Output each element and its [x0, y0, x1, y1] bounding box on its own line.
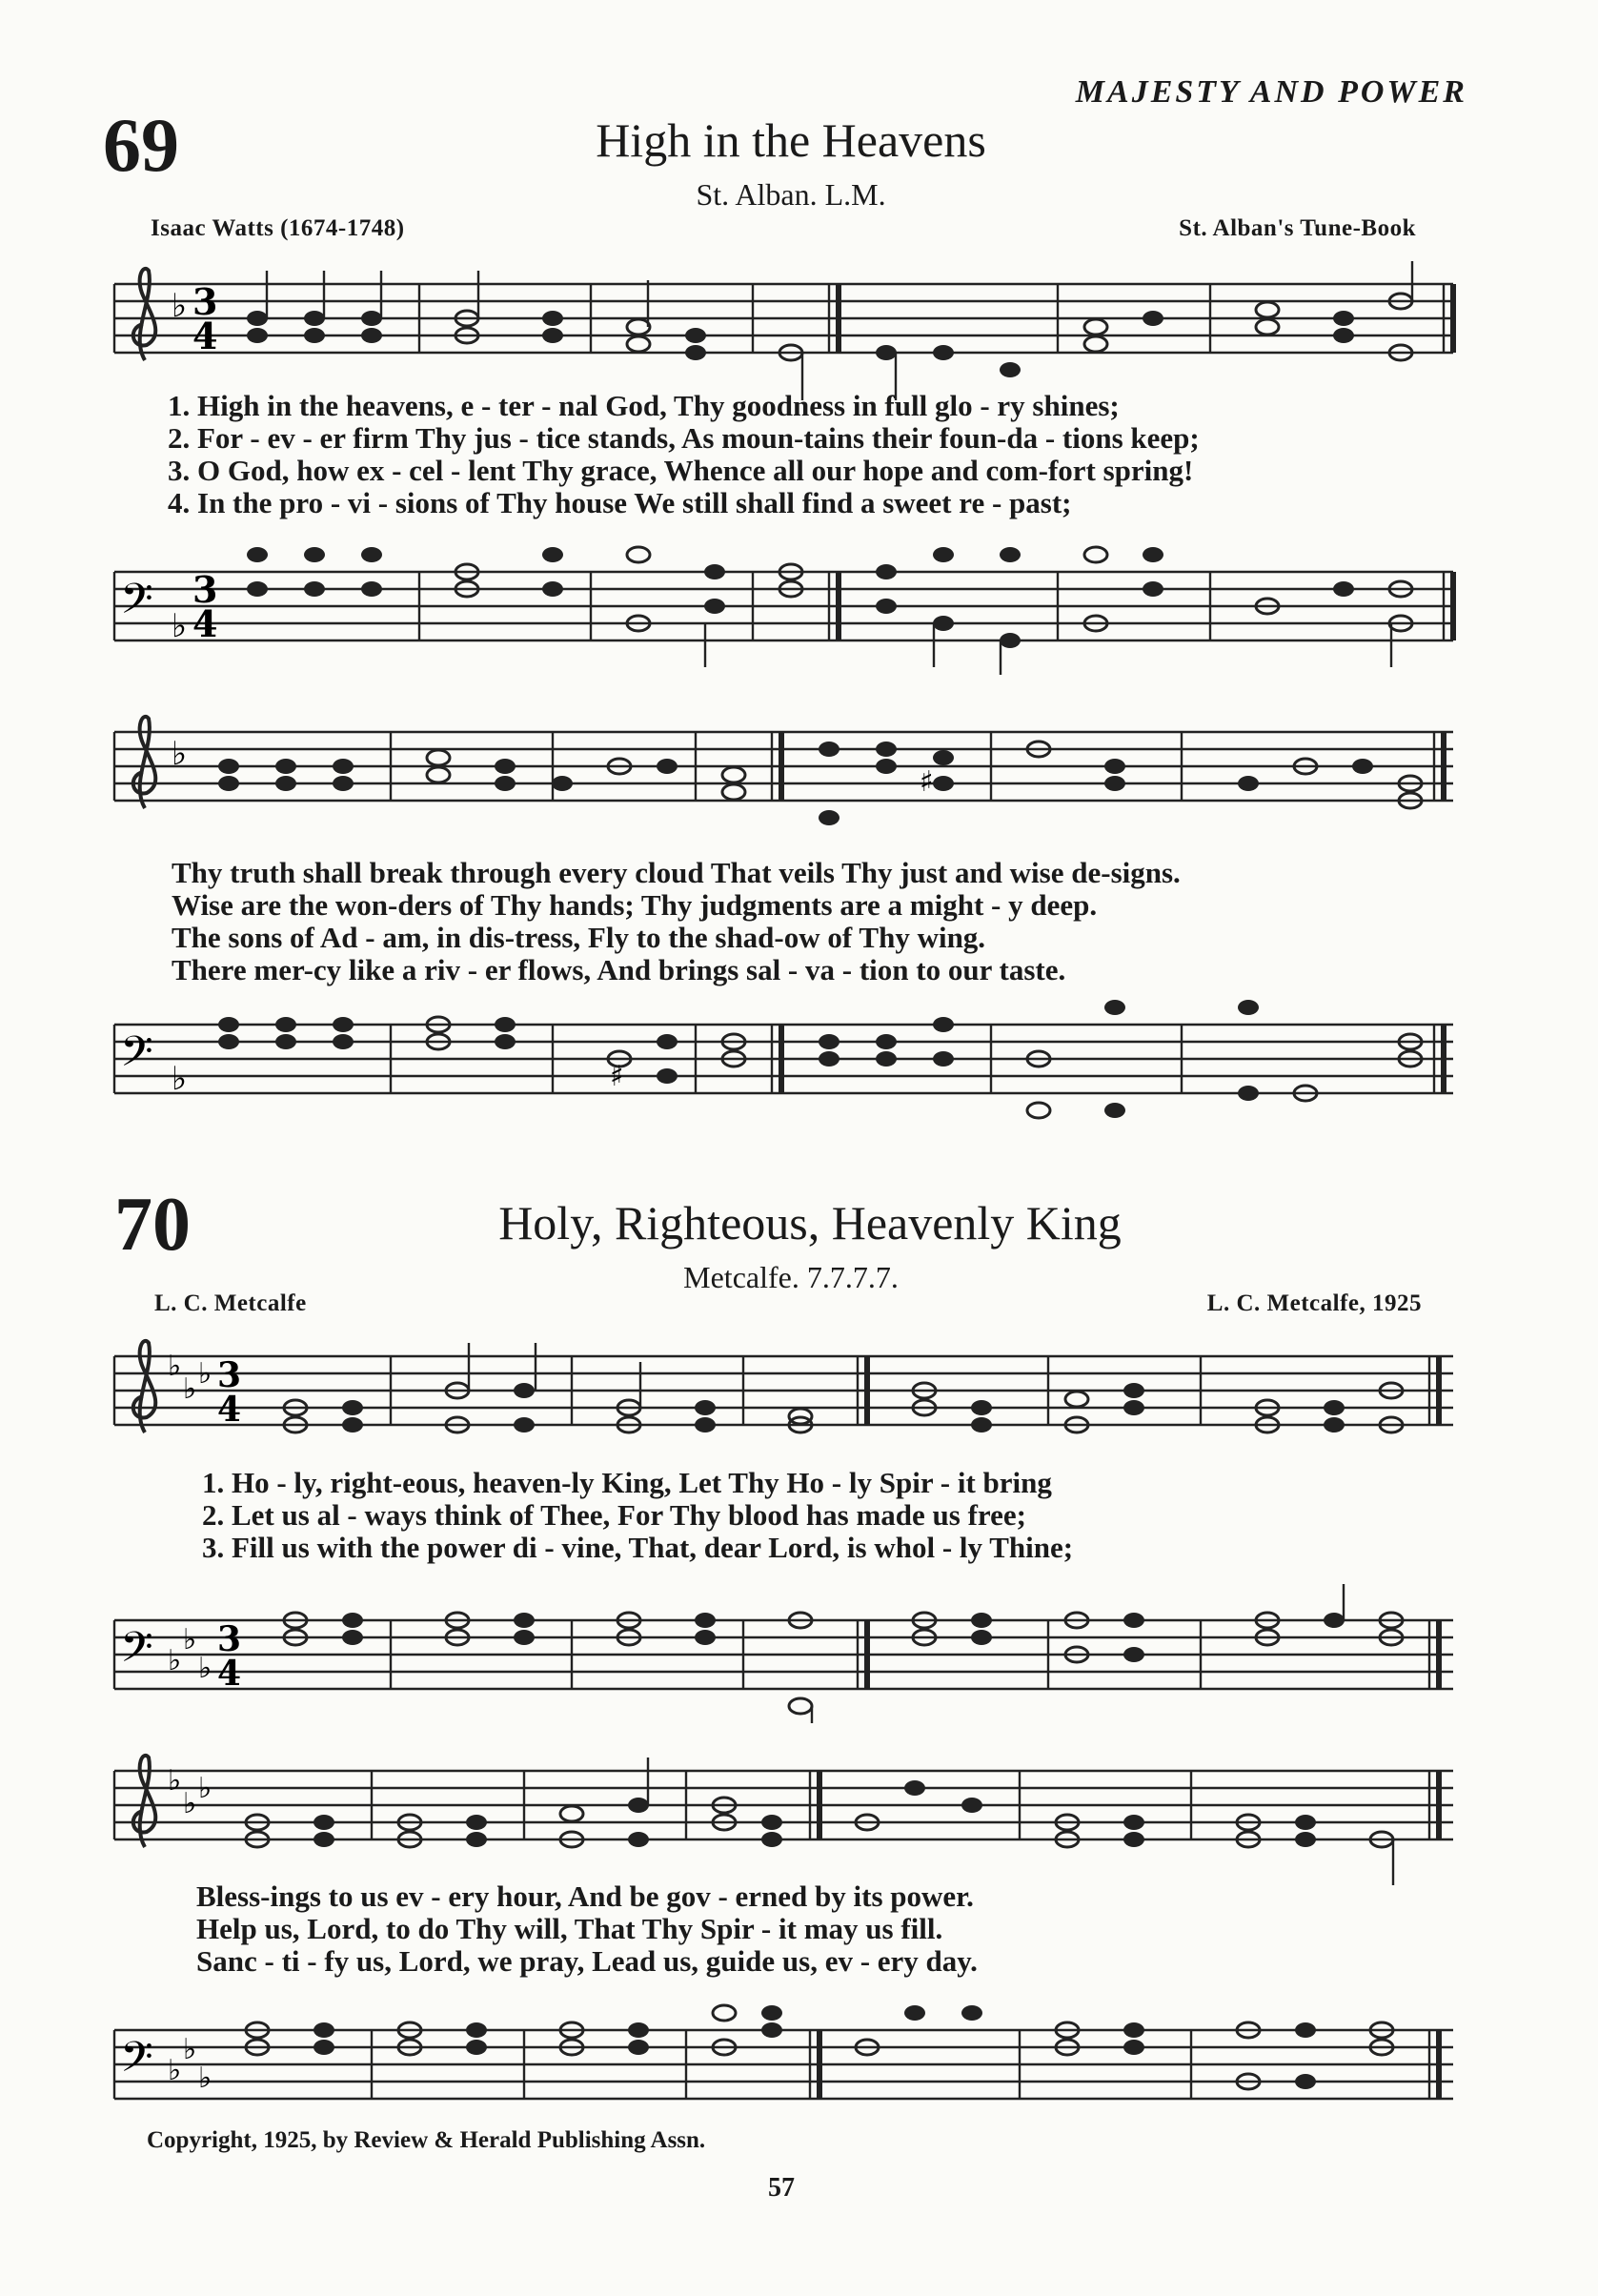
- verse-1-line-2: Bless-ings to us ev - ery hour, And be gov - erned by its power.: [196, 1879, 974, 1913]
- hymn-number: 70: [114, 1183, 191, 1267]
- bass-staff: [105, 1582, 1458, 1725]
- svg-text:♭: ♭: [168, 1350, 182, 1383]
- svg-text:♭: ♭: [168, 2054, 182, 2087]
- svg-text:4: 4: [217, 1390, 242, 1430]
- svg-text:♭: ♭: [198, 1357, 212, 1391]
- svg-text:♭: ♭: [168, 1644, 182, 1677]
- svg-text:3: 3: [217, 1355, 242, 1395]
- verse-2-line-1: 2. Let us al - ways think of Thee, For Thy blood has made us free;: [202, 1498, 1026, 1532]
- verse-2-line-2: Wise are the won-ders of Thy hands; Thy judgments are a might - y deep.: [172, 888, 1098, 922]
- treble-staff: [105, 705, 1458, 848]
- bass-staff: [105, 534, 1458, 677]
- svg-text:♭: ♭: [183, 2033, 197, 2066]
- svg-text:𝄢: 𝄢: [120, 2032, 153, 2092]
- svg-text:♯: ♯: [920, 765, 934, 799]
- bass-staff: [105, 1992, 1458, 2135]
- svg-text:3: 3: [192, 568, 218, 611]
- verse-3-line-1: 3. O God, how ex - cel - lent Thy grace, Whence all our hope and com-fort spring!: [168, 454, 1194, 487]
- svg-text:♭: ♭: [183, 1372, 197, 1406]
- hymn-number: 69: [103, 104, 179, 188]
- music-credit: St. Alban's Tune-Book: [1179, 215, 1416, 241]
- tune-name: St. Alban. L.M.: [696, 177, 886, 212]
- section-header: MAJESTY AND POWER: [1075, 74, 1467, 110]
- svg-text:𝄢: 𝄢: [120, 1026, 153, 1087]
- svg-text:𝄢: 𝄢: [120, 1622, 153, 1682]
- verse-2-line-1: 2. For - ev - er firm Thy jus - tice stands, As moun-tains their foun-da - tions keep;: [168, 421, 1200, 455]
- copyright-notice: Copyright, 1925, by Review & Herald Publishing Assn.: [147, 2127, 706, 2153]
- svg-text:4: 4: [192, 602, 218, 645]
- hymn-title: High in the Heavens: [596, 113, 986, 167]
- treble-staff: [105, 1744, 1458, 1887]
- tune-name: Metcalfe. 7.7.7.7.: [683, 1260, 899, 1294]
- verse-2-line-2: Help us, Lord, to do Thy will, That Thy Spir - it may us fill.: [196, 1912, 943, 1945]
- verse-3-line-1: 3. Fill us with the power di - vine, That, dear Lord, is whol - ly Thine;: [202, 1531, 1074, 1564]
- svg-text:♭: ♭: [198, 1652, 212, 1685]
- svg-text:♯: ♯: [610, 1060, 624, 1093]
- treble-staff: [105, 1330, 1458, 1473]
- svg-text:4: 4: [192, 315, 218, 357]
- svg-text:♭: ♭: [172, 1060, 188, 1098]
- svg-text:3: 3: [217, 1619, 242, 1659]
- svg-text:♭: ♭: [172, 607, 188, 645]
- verse-3-line-2: The sons of Ad - am, in dis-tress, Fly to the shad-ow of Thy wing.: [172, 921, 986, 954]
- verse-4-line-1: 4. In the pro - vi - sions of Thy house We still shall find a sweet re - past;: [168, 486, 1072, 519]
- treble-staff: [105, 257, 1458, 410]
- bass-staff: [105, 986, 1458, 1129]
- svg-text:𝄢: 𝄢: [120, 574, 153, 634]
- page-number: 57: [768, 2173, 795, 2203]
- words-credit: Isaac Watts (1674-1748): [151, 215, 405, 241]
- svg-text:♭: ♭: [198, 2062, 212, 2095]
- verse-1-line-1: 1. Ho - ly, right-eous, heaven-ly King, Let Thy Ho - ly Spir - it bring: [202, 1466, 1052, 1499]
- svg-text:♭: ♭: [172, 735, 188, 773]
- verse-1-line-2: Thy truth shall break through every cloud That veils Thy just and wise de-signs.: [172, 856, 1181, 889]
- svg-text:4: 4: [217, 1654, 242, 1694]
- svg-text:♭: ♭: [172, 287, 188, 325]
- svg-text:♭: ♭: [198, 1772, 212, 1805]
- verse-4-line-2: There mer-cy like a riv - er flows, And brings sal - va - tion to our taste.: [172, 953, 1066, 986]
- svg-text:♭: ♭: [168, 1764, 182, 1798]
- hymn-title: Holy, Righteous, Heavenly King: [498, 1196, 1122, 1250]
- svg-text:♭: ♭: [183, 1787, 197, 1820]
- music-credit: L. C. Metcalfe, 1925: [1206, 1290, 1422, 1316]
- svg-text:♭: ♭: [183, 1623, 197, 1656]
- verse-3-line-2: Sanc - ti - fy us, Lord, we pray, Lead us, guide us, ev - ery day.: [196, 1944, 978, 1978]
- verse-1-line-1: 1. High in the heavens, e - ter - nal God, Thy goodness in full glo - ry shines;: [168, 389, 1120, 422]
- words-credit: L. C. Metcalfe: [154, 1290, 307, 1316]
- svg-text:3: 3: [192, 280, 218, 323]
